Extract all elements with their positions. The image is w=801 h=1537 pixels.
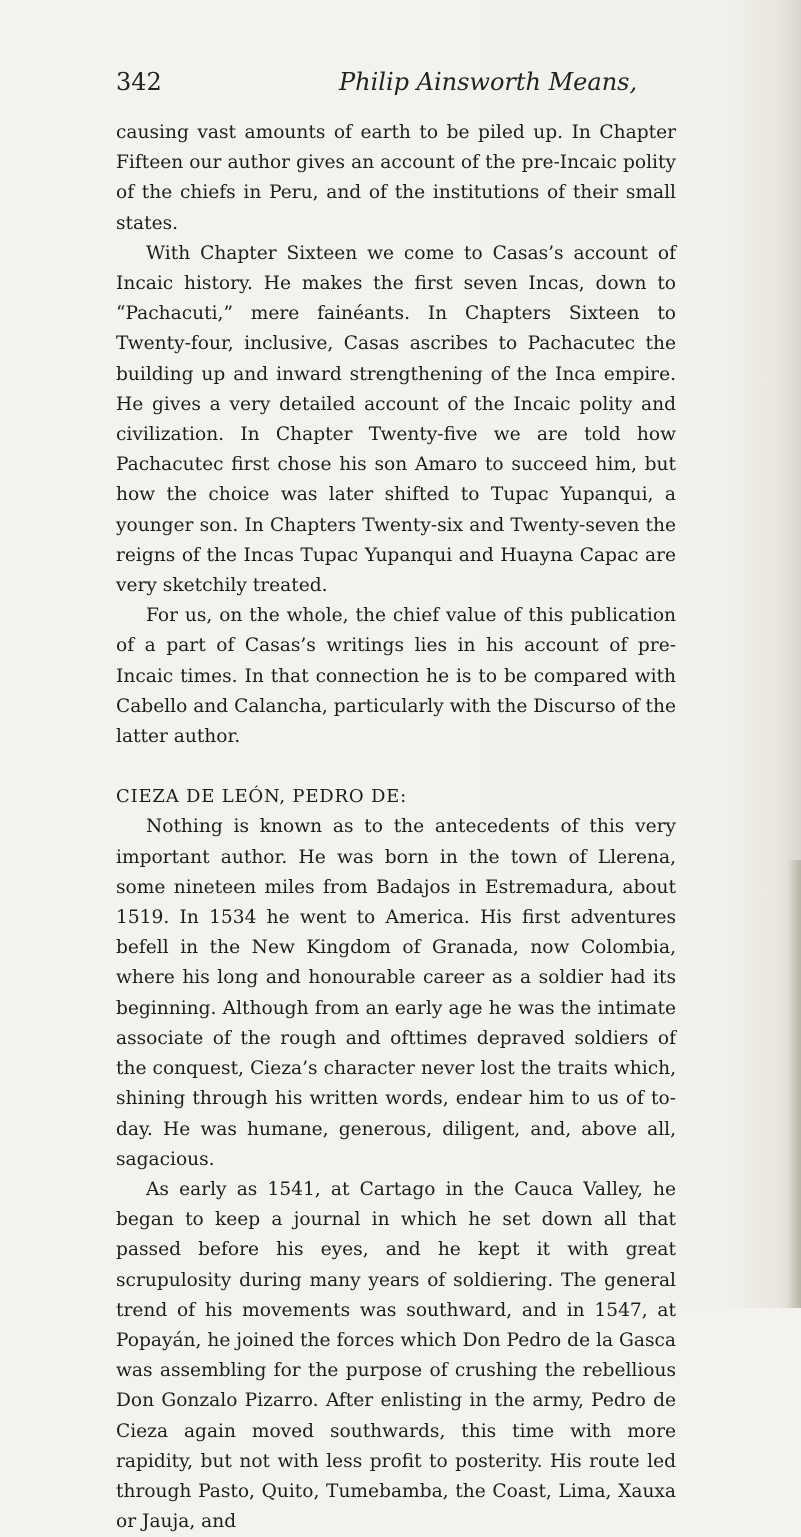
- body-text: [116, 118, 676, 1537]
- paragraph: With Chapter Sixteen we come to Casas’s account of Incaic history. He makes the first seven Incas, down to “Pachacuti,” mere fainéants. In Chapters Sixteen to Twenty-four, inclusive, Casas ascribes to Pachacutec the building up and inward strengthening of the Inca empire. He gives a very detailed account of the Incaic polity and civilization. In Chapter Twenty-five we are told how Pachacutec first chose his son Amaro to succeed him, but how the choice was later shifted to Tupac Yupanqui, a younger son. In Chapters Twenty-six and Twenty-seven the reigns of the Incas Tupac Yupanqui and Huayna Capac are very sketchily treated.: [116, 242, 676, 597]
- paragraph: As early as 1541, at Cartago in the Cauca Valley, he began to keep a journal in which he set down all that passed before his eyes, and he kept it with great scrupulosity during many years of soldiering. The general trend of his movements was southward, and in 1547, at Popayán, he joined the forces which Don Pedro de la Gasca was assembling for the purpose of crushing the rebellious Don Gonzalo Pizarro. After enlisting in the army, Pedro de Cieza again moved southwards, this time with more rapidity, but not with less profit to posterity. His route led through Pasto, Quito, Tumebamba, the Coast, Lima, Xauxa or Jauja, and: [116, 1178, 676, 1533]
- paragraph: causing vast amounts of earth to be piled up. In Chapter Fifteen our author gives an account of the pre-Incaic polity of the chiefs in Peru, and of the institutions of their small states.: [116, 122, 676, 234]
- page-edge-shadow: [787, 860, 801, 1308]
- paragraph: Nothing is known as to the antecedents of this very important author. He was born in the town of Llerena, some nineteen miles from Badajos in Estremadura, about 1519. In 1534 he went to America. His first adventures befell in the New Kingdom of Granada, now Colombia, where his long and honourable career as a soldier had its beginning. Although from an early age he was the intimate associate of the rough and ofttimes depraved soldiers of the conquest, Cieza’s character never lost the traits which, shining through his written words, endear him to us of to-day. He was humane, generous, diligent, and, above all, sagacious.: [116, 816, 676, 1170]
- running-head: Philip Ainsworth Means,: [339, 68, 638, 96]
- section-heading: CIEZA DE LEÓN, PEDRO DE:: [116, 786, 407, 808]
- page-header: [116, 68, 676, 108]
- page-number: 342: [116, 68, 162, 96]
- paragraph: For us, on the whole, the chief value of this publication of a part of Casas’s writings lies in his account of pre-Incaic times. In that connection he is to be compared with Cabello and Calancha, particularly with the Discurso of the latter author.: [116, 605, 677, 748]
